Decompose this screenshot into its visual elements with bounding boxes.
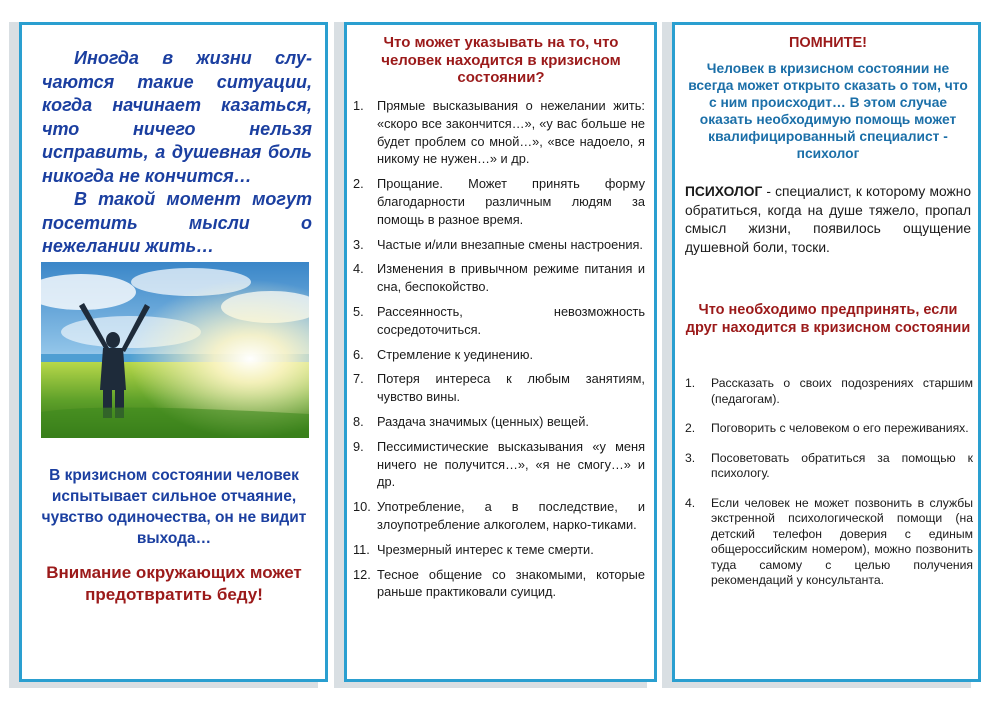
item-text: Посоветовать обратиться за помощью к психологу.	[711, 450, 973, 480]
sunrise-field-photo	[41, 262, 309, 438]
item-text: Рассеянность, невозможность сосредоточиться.	[377, 303, 645, 337]
item-text: Прямые высказывания о нежелании жить: «скоро все закончится…», «у вас больше не будет проблем со мной…», «все надоело, я никому не нужен…» и др.	[377, 98, 645, 167]
psychologist-help-text: Человек в кризисном состоянии не всегда может открыто сказать о том, что с ним происходит… В этом случае оказать необходимую помощь может квалифицированный специалист - психолог	[688, 61, 968, 161]
item-number: 5.	[353, 303, 364, 319]
list-item	[353, 370, 645, 406]
signs-list	[353, 97, 645, 608]
list-item	[685, 496, 973, 589]
psychologist-definition-text: - специалист, к которому можно обратиться, когда на душе тяжело, пропал смысл жизни, появилось ощущение душевной боли, тоски.	[685, 184, 971, 255]
item-number: 3.	[353, 236, 364, 252]
item-text: Стремление к уединению.	[377, 346, 534, 362]
man-in-field-image	[41, 262, 309, 438]
list-item	[353, 541, 645, 559]
item-number: 9.	[353, 438, 364, 454]
item-number: 1.	[685, 376, 696, 390]
psychologist-definition	[685, 183, 971, 257]
intro-paragraph-2: В такой момент могут посетить мысли о нежелании жить…	[42, 189, 312, 256]
item-number: 4.	[685, 495, 696, 510]
item-number: 3.	[685, 450, 696, 465]
crisis-description: В кризисном состоянии человек испытывает сильное отчаяние, чувство одиночества, он не видит выхода…	[41, 467, 307, 547]
list-item	[685, 421, 973, 437]
item-text: Изменения в привычном режиме питания и сна, беспокойство.	[377, 261, 645, 295]
item-text: Потеря интереса к любым занятиям, чувство вины.	[377, 371, 645, 405]
list-item	[685, 376, 973, 407]
item-number: 4.	[353, 261, 364, 277]
item-number: 8.	[353, 413, 364, 429]
list-item	[353, 236, 645, 254]
item-number: 7.	[353, 371, 364, 387]
item-text: Пессимистические высказывания «у меня ничего не получится…», «я не смогу…» и др.	[377, 438, 645, 490]
actions-list	[685, 376, 973, 603]
item-number: 1.	[353, 98, 364, 113]
list-item	[353, 413, 645, 431]
intro-paragraph-1: Иногда в жизни слу-чаются такие ситуации, когда начинает казаться, что ничего нельзя исправить, а душевная боль никогда не кончится…	[42, 48, 312, 186]
item-text: Употребление, а в последствие, и злоупотребление алкоголем, нарко-тиками.	[377, 499, 645, 532]
item-number: 10.	[353, 499, 371, 515]
item-text: Рассказать о своих подозрениях старшим (педагогам).	[711, 376, 973, 406]
item-number: 2.	[685, 421, 696, 435]
item-text: Поговорить с человеком о его переживаниях.	[711, 421, 969, 435]
item-text: Чрезмерный интерес к теме смерти.	[377, 541, 594, 557]
list-item	[353, 438, 645, 491]
item-text: Прощание. Может принять форму благодарности различным людям за помощь в разное время.	[377, 176, 645, 227]
item-text: Частые и/или внезапные смены настроения.	[377, 236, 643, 252]
left-panel	[19, 22, 328, 682]
signs-title: Что может указывать на то, что человек находится в кризисном состоянии?	[381, 34, 621, 86]
intro-text	[42, 47, 312, 259]
item-text: Если человек не может позвонить в службы экстренной психологической помощи (на детский телефон доверия с единым общероссийским номером), можно позвонить туда самому с целью получения рекомендаций у консультанта.	[711, 495, 973, 587]
list-item	[353, 303, 645, 339]
remember-heading: ПОМНИТЕ!	[788, 35, 868, 51]
list-item	[685, 451, 973, 482]
list-item	[353, 498, 645, 534]
list-item	[353, 97, 645, 168]
list-item	[353, 346, 645, 364]
list-item	[353, 260, 645, 296]
item-number: 12.	[353, 566, 371, 582]
item-text: Тесное общение со знакомыми, которые раньше практиковали суицид.	[377, 566, 645, 600]
actions-title: Что необходимо предпринять, если друг находится в кризисном состоянии	[685, 302, 971, 336]
attention-slogan: Внимание окружающих может предотвратить беду!	[46, 563, 302, 604]
list-item	[353, 566, 645, 602]
psychologist-term: ПСИХОЛОГ	[685, 184, 763, 199]
middle-panel	[344, 22, 657, 682]
item-text: Раздача значимых (ценных) вещей.	[377, 413, 589, 429]
list-item	[353, 175, 645, 228]
item-number: 6.	[353, 346, 364, 362]
item-number: 2.	[353, 176, 364, 192]
item-number: 11.	[353, 541, 370, 557]
right-panel	[672, 22, 981, 682]
